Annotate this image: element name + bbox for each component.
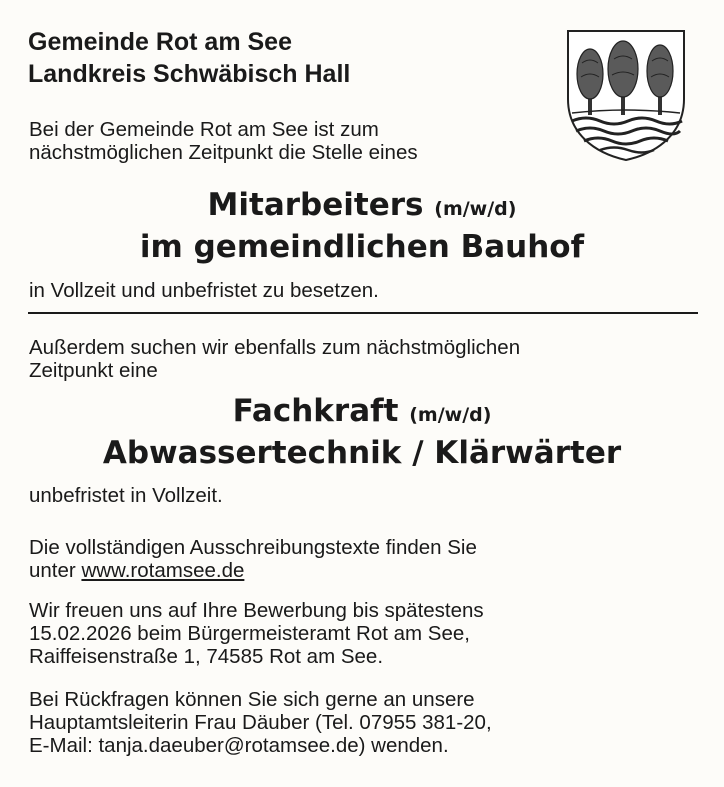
application-line: 15.02.2026 beim Bürgermeisteramt Rot am See,	[29, 622, 470, 645]
website-link[interactable]: www.rotamsee.de	[81, 559, 245, 582]
intro-text	[29, 118, 418, 164]
intro-line: Bei der Gemeinde Rot am See ist zum	[29, 118, 379, 141]
application-line: Wir freuen uns auf Ihre Bewerbung bis spätestens	[29, 599, 484, 622]
info-line: Die vollständigen Ausschreibungstexte finden Sie	[29, 536, 477, 559]
coat-of-arms-icon	[566, 29, 686, 162]
intro-line: nächstmöglichen Zeitpunkt die Stelle eines	[29, 141, 418, 164]
job1-title-text: Mitarbeiters	[207, 187, 424, 223]
job2-terms: unbefristet in Vollzeit.	[29, 484, 223, 507]
section2-line: Zeitpunkt eine	[29, 359, 158, 382]
info-line2	[29, 559, 477, 582]
job2-gender-tag: (m/w/d)	[409, 404, 492, 426]
job2-title-line1	[0, 392, 724, 434]
municipality-header	[28, 26, 350, 90]
application-text	[29, 599, 484, 668]
district-name: Landkreis Schwäbisch Hall	[28, 60, 351, 88]
info-text	[29, 536, 477, 582]
job2-title-text: Fachkraft	[232, 393, 399, 429]
job1-title-line1	[0, 186, 724, 228]
job1-title	[0, 186, 724, 266]
contact-line: E-Mail: tanja.daeuber@rotamsee.de) wenden.	[29, 734, 449, 757]
job1-gender-tag: (m/w/d)	[434, 198, 517, 220]
section2-text	[29, 336, 520, 382]
application-line: Raiffeisenstraße 1, 74585 Rot am See.	[29, 645, 384, 668]
info-prefix: unter	[29, 559, 76, 582]
job2-title	[0, 392, 724, 472]
contact-line: Bei Rückfragen können Sie sich gerne an unsere	[29, 688, 475, 711]
job2-title-line2: Abwassertechnik / Klärwärter	[102, 435, 622, 471]
job1-title-line2: im gemeindlichen Bauhof	[139, 229, 585, 265]
contact-line: Hauptamtsleiterin Frau Däuber (Tel. 07955 381-20,	[29, 711, 492, 734]
job1-terms: in Vollzeit und unbefristet zu besetzen.	[29, 279, 379, 302]
section2-line: Außerdem suchen wir ebenfalls zum nächstmöglichen	[29, 336, 521, 359]
contact-text	[29, 688, 492, 757]
section-divider	[28, 312, 698, 314]
municipality-name: Gemeinde Rot am See	[28, 28, 292, 56]
